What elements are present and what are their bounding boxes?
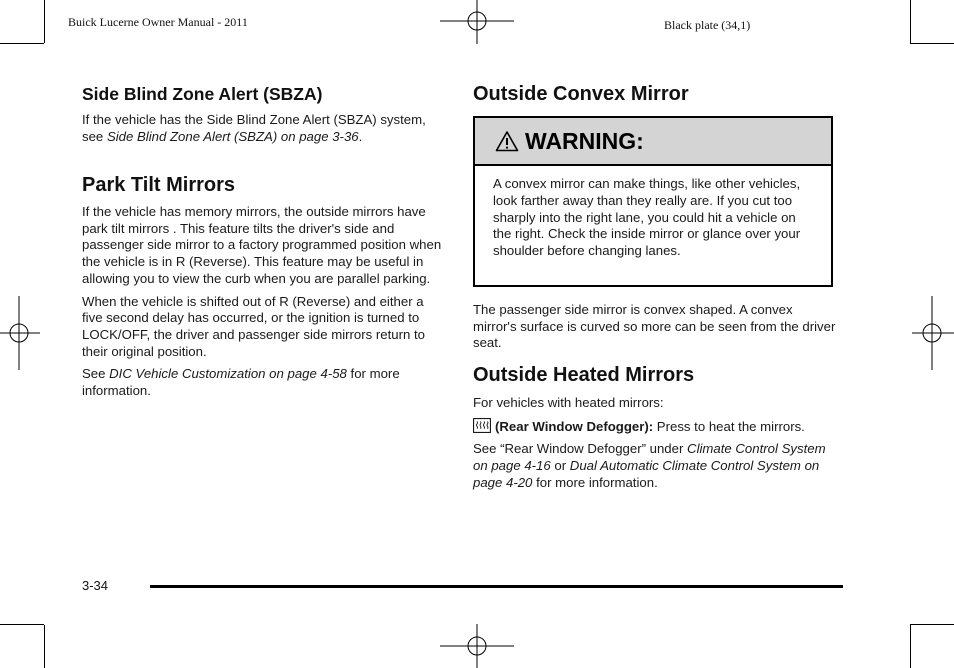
warning-text: A convex mirror can make things, like other vehicles, look farther away than they really are. If you cut too sharply into the right lane, you could hit a vehicle on the right. Check the inside mirror or glance over your shoulder before changing lanes.	[493, 176, 801, 259]
registration-mark-top	[440, 0, 514, 44]
section-park-tilt	[82, 174, 444, 400]
registration-mark-left	[0, 296, 40, 370]
heated-mirrors-heading: Outside Heated Mirrors	[473, 364, 695, 386]
park-tilt-paragraph-3: See DIC Vehicle Customization on page 4-58 for more information.	[82, 366, 400, 399]
park-tilt-paragraph-2: When the vehicle is shifted out of R (Reverse) and either a five second delay has occurred, or the ignition is turned to LOCK/OFF, the driver and passenger side mirrors return to their original position.	[82, 293, 426, 359]
heated-mirrors-intro: For vehicles with heated mirrors:	[473, 395, 664, 410]
footer-rule	[150, 585, 843, 588]
warning-box	[473, 116, 833, 287]
section-sbza	[82, 84, 444, 145]
registration-mark-bottom	[440, 624, 514, 668]
page-number: 3-34	[82, 578, 109, 593]
defogger-label: (Rear Window Defogger):	[495, 418, 654, 434]
convex-mirror-heading: Outside Convex Mirror	[473, 83, 689, 105]
warning-triangle-icon	[495, 130, 519, 152]
warning-title: WARNING:	[525, 127, 644, 154]
rear-defogger-icon	[473, 418, 491, 433]
park-tilt-paragraph-1: If the vehicle has memory mirrors, the outside mirrors have park tilt mirrors . This feature tilts the driver's side and passenger side mirror to a factory programmed position when the vehicle is in R (Reverse). This feature may be useful in allowing you to view the curb when you are parallel parking.	[82, 204, 442, 286]
dual-climate-cross-reference[interactable]: Dual Automatic Climate Control System on page 4-20	[473, 458, 820, 490]
dic-customization-cross-reference[interactable]: DIC Vehicle Customization on page 4-58	[109, 366, 347, 382]
sbza-heading: Side Blind Zone Alert (SBZA)	[82, 84, 323, 104]
header-manual-title: Buick Lucerne Owner Manual - 2011	[68, 15, 248, 29]
warning-header	[475, 118, 831, 166]
section-heated-mirrors	[473, 364, 837, 492]
warning-body	[475, 166, 831, 260]
defogger-paragraph: (Rear Window Defogger): Press to heat the mirrors.	[473, 418, 837, 436]
heated-mirrors-see-also: See “Rear Window Defogger” under Climate Control System on page 4-16 or Dual Automatic Climate Control System on page 4-20 for more information.	[473, 441, 826, 490]
section-convex-heading-wrap	[473, 83, 837, 106]
convex-mirror-paragraph: The passenger side mirror is convex shaped. A convex mirror's surface is curved so more can be seen from the driver seat.	[473, 302, 836, 351]
sbza-cross-reference[interactable]: Side Blind Zone Alert (SBZA) on page 3-36	[106, 128, 359, 144]
header-plate-label: Black plate (34,1)	[664, 18, 751, 32]
park-tilt-heading: Park Tilt Mirrors	[82, 174, 236, 196]
sbza-paragraph: If the vehicle has the Side Blind Zone Alert (SBZA) system, see Side Blind Zone Alert (SBZA) on page 3-36.	[82, 112, 426, 144]
climate-control-cross-reference[interactable]: Climate Control System on page 4-16	[473, 441, 826, 474]
registration-mark-right	[912, 296, 954, 370]
section-convex-body	[473, 302, 837, 352]
